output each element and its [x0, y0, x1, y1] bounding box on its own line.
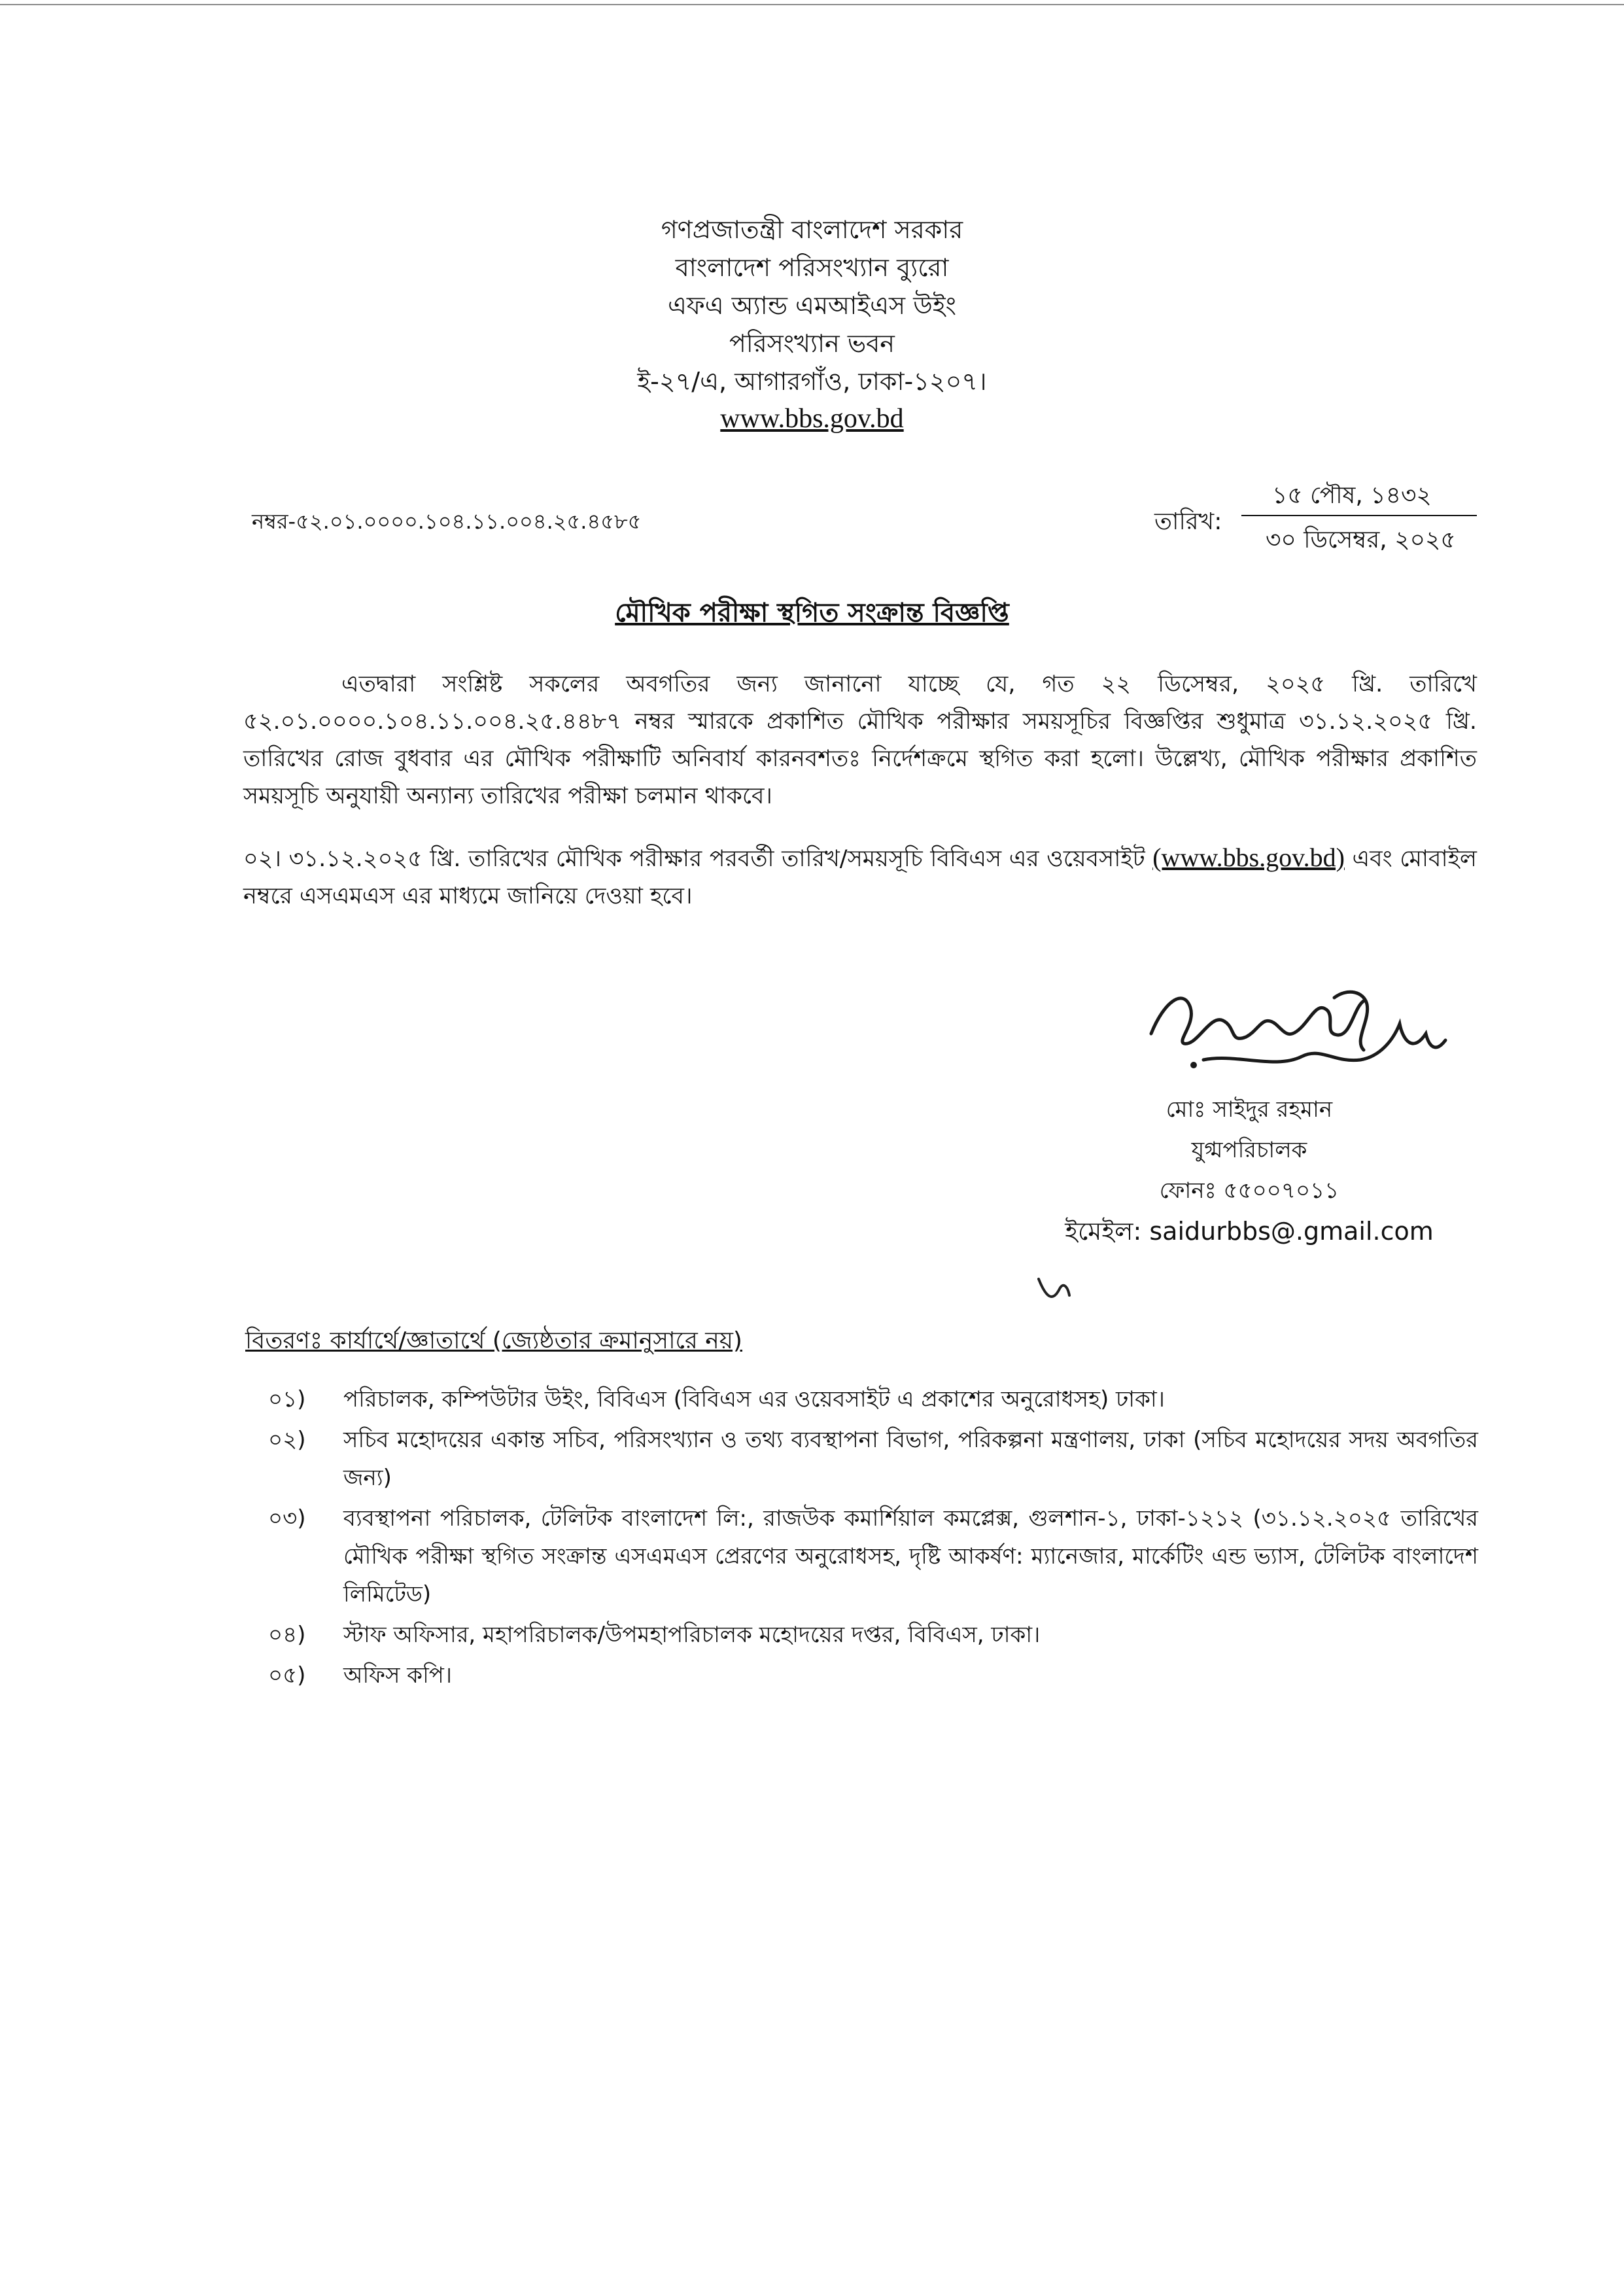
list-item-number: ০৫) [268, 1662, 306, 1689]
paragraph-2-website-link[interactable]: (www.bbs.gov.bd) [1152, 843, 1345, 872]
list-item-text: অফিস কপি। [343, 1662, 453, 1689]
list-item-text: পরিচালক, কম্পিউটার উইং, বিবিএস (বিবিএস এর ওয়েবসাইট এ প্রকাশের অনুরোধসহ) ঢাকা। [343, 1386, 1165, 1412]
distribution-list [268, 1380, 1478, 1697]
building-name: পরিসংখ্যান ভবন [729, 329, 895, 358]
list-item-number: ০২) [268, 1427, 306, 1453]
list-item-number: ০৩) [268, 1505, 306, 1532]
list-item-text: সচিব মহোদয়ের একান্ত সচিব, পরিসংখ্যান ও তথ্য ব্যবস্থাপনা বিভাগ, পরিকল্পনা মন্ত্রণালয়, ঢাকা (সচিব মহোদয়ের সদয় অবগতির জন্য) [343, 1427, 1478, 1491]
signatory-phone: ফোনঃ ৫৫০০৭০১১ [1159, 1178, 1339, 1204]
office-address: ই-২৭/এ, আগারগাঁও, ঢাকা-১২০৭। [637, 367, 987, 396]
body-paragraph-2 [243, 839, 1477, 915]
website-link[interactable]: www.bbs.gov.bd [720, 404, 904, 434]
government-title: গণপ্রজাতন্ত্রী বাংলাদেশ সরকার [661, 215, 963, 244]
paragraph-2-text: ৩১.১২.২০২৫ খ্রি. তারিখের মৌখিক পরীক্ষার পরবর্তী তারিখ/সময়সূচি বিবিএস এর ওয়েবসাইট [288, 846, 1145, 872]
list-item [268, 1421, 1478, 1497]
scan-top-border [0, 4, 1624, 5]
subject-heading: মৌখিক পরীক্ষা স্থগিত সংক্রান্ত বিজ্ঞপ্তি [615, 598, 1009, 628]
date-english: ৩০ ডিসেম্বর, ২০২৫ [1266, 527, 1456, 553]
list-item-text: ব্যবস্থাপনা পরিচালক, টেলিটক বাংলাদেশ লি:, রাজউক কমার্শিয়াল কমপ্লেক্স, গুলশান-১, ঢাকা-১২১২ (৩১.১২.২০২৫ তারিখের মৌখিক পরীক্ষা স্থগিত সংক্রান্ত এসএমএস প্রেরণের অনুরোধসহ, দৃষ্টি আকর্ষণ: ম্যানেজার, মার্কেটিং এন্ড ভ্যাস, টেলিটক বাংলাদেশ লিমিটেড) [343, 1505, 1478, 1607]
list-item [268, 1616, 1478, 1654]
list-item-number: ০১) [268, 1386, 306, 1412]
paragraph-1-text: এতদ্বারা সংশ্লিষ্ট সকলের অবগতির জন্য জানানো যাচ্ছে যে, গত ২২ ডিসেম্বর, ২০২৫ খ্রি. তারিখে ৫২.০১.০০০০.১০৪.১১.০০৪.২৫.৪৪৮৭ নম্বর স্মারকে প্রকাশিত মৌখিক পরীক্ষার সময়সূচির বিজ্ঞপ্তির শুধুমাত্র ৩১.১২.২০২৫ খ্রি. তারিখের রোজ বুধবার এর মৌখিক পরীক্ষাটি অনিবার্য কারনবশতঃ নির্দেশক্রমে স্থগিত করা হলো। উল্লেখ্য, মৌখিক পরীক্ষার প্রকাশিত সময়সূচি অনুযায়ী অন্যান্য তারিখের পরীক্ষা চলমান থাকবে। [243, 671, 1477, 809]
date-label: তারিখ: [1154, 508, 1222, 535]
list-item-text: স্টাফ অফিসার, মহাপরিচালক/উপমহাপরিচালক মহোদয়ের দপ্তর, বিবিএস, ঢাকা। [343, 1622, 1041, 1648]
signatory-name: মোঃ সাইদুর রহমান [1166, 1096, 1333, 1123]
distribution-heading: বিতরণঃ কার্যার্থে/জ্ঞাতার্থে (জ্যেষ্ঠতার ক্রমানুসারে নয়) [245, 1327, 742, 1354]
signatory-email: ইমেইল: saidurbbs@.gmail.com [1065, 1217, 1434, 1246]
wing-name: এফএ অ্যান্ড এমআইএস উইং [668, 291, 956, 320]
memo-number: নম্বর-৫২.০১.০০০০.১০৪.১১.০০৪.২৫.৪৫৮৫ [252, 509, 642, 534]
date-bangla: ১৫ পৌষ, ১৪৩২ [1272, 482, 1432, 509]
list-item [268, 1656, 1478, 1694]
list-item-number: ০৪) [268, 1622, 306, 1648]
body-paragraph-1 [243, 666, 1477, 815]
paragraph-2-number: ০২। [243, 846, 282, 872]
date-divider [1241, 515, 1477, 516]
list-item [268, 1499, 1478, 1613]
handwritten-initial-mark [1033, 1269, 1073, 1308]
signatory-designation: যুগ্মপরিচালক [1191, 1137, 1307, 1163]
bureau-name: বাংলাদেশ পরিসংখ্যান ব্যুরো [675, 253, 949, 282]
paragraph-2-text-end: এবং মোবাইল নম্বরে এসএমএস এর মাধ্যমে জানিয়ে দেওয়া হবে। [243, 846, 1477, 909]
signature-image [1138, 962, 1452, 1079]
list-item [268, 1380, 1478, 1418]
signatory-block [1020, 1089, 1478, 1252]
